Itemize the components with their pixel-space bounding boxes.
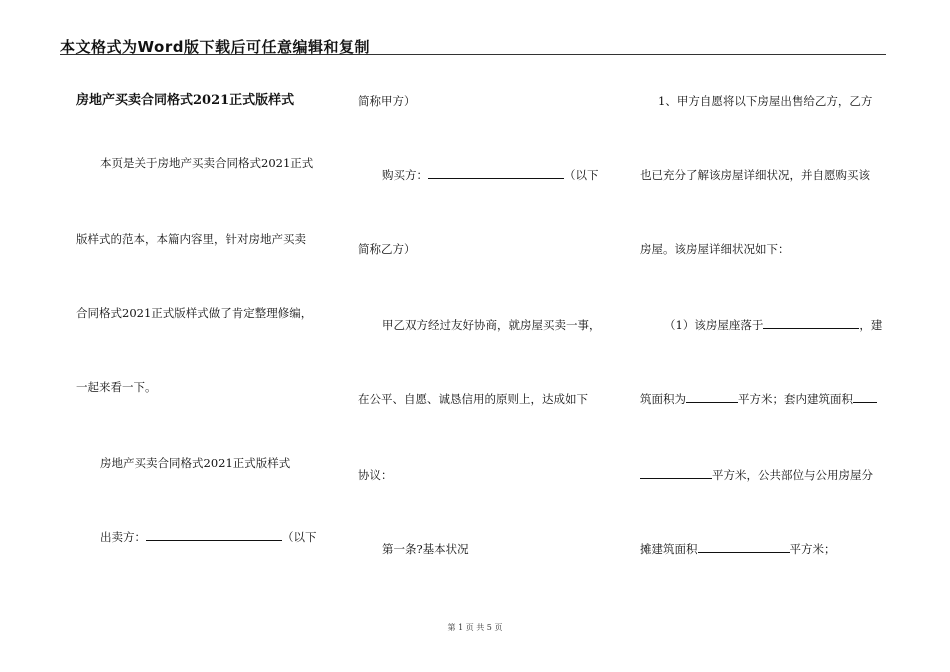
inner-area-label: 平方米；套内建筑面积: [738, 392, 853, 406]
text-column-3: [640, 0, 890, 672]
section-subtitle: 房地产买卖合同格式2021正式版样式: [100, 456, 291, 470]
paragraph-line: 版样式的范本，本篇内容里，针对房地产买卖: [76, 232, 306, 246]
area-line: [640, 392, 890, 406]
inner-area-blank: [853, 392, 877, 403]
seller-line: [100, 530, 350, 544]
shared-area-text: 平方米，公共部位与公用房屋分: [712, 468, 873, 482]
paragraph-line: 在公平、自愿、诚恳信用的原则上，达成如下: [358, 392, 588, 406]
apportioned-area-blank: [698, 542, 790, 553]
article-heading: 第一条?基本状况: [382, 542, 469, 556]
seller-suffix: （以下: [282, 530, 317, 544]
apportioned-area-line: [640, 542, 890, 556]
paragraph-line: 房屋。该房屋详细状况如下：: [640, 242, 790, 256]
location-suffix: ，建: [859, 318, 883, 332]
seller-blank: [146, 530, 282, 541]
seller-label: 出卖方：: [100, 530, 146, 544]
paragraph-line: 1、甲方自愿将以下房屋出售给乙方，乙方: [658, 94, 873, 108]
paragraph-line: 本页是关于房地产买卖合同格式2021正式: [100, 156, 314, 170]
document-title: 房地产买卖合同格式2021正式版样式: [76, 93, 295, 108]
location-blank: [763, 318, 859, 329]
document-header-banner: 本文格式为Word版下载后可任意编辑和复制: [60, 38, 370, 56]
apportioned-area-suffix: 平方米；: [789, 542, 836, 556]
area-blank: [686, 392, 738, 403]
page-footer: 第 1 页 共 5 页: [447, 623, 503, 632]
inner-area-blank-cont: [640, 468, 712, 479]
paragraph-line: 合同格式2021正式版样式做了肯定整理修编，: [76, 306, 313, 320]
location-label: （1）该房屋座落于: [664, 318, 764, 332]
buyer-blank: [428, 168, 564, 179]
buyer-label: 购买方：: [382, 168, 428, 182]
paragraph-line: 也已充分了解该房屋详细状况，并自愿购买该: [640, 168, 870, 182]
paragraph-line: 甲乙双方经过友好协商，就房屋买卖一事，: [382, 318, 601, 332]
paragraph-line: 简称甲方）: [358, 94, 416, 108]
apportioned-area-label: 摊建筑面积: [640, 542, 698, 556]
buyer-line: [382, 168, 632, 182]
text-column-2: [358, 0, 608, 672]
text-column-1: [76, 0, 326, 672]
buyer-suffix: （以下: [564, 168, 599, 182]
paragraph-line: 简称乙方）: [358, 242, 416, 256]
paragraph-line: 协议：: [358, 468, 393, 482]
area-label: 筑面积为: [640, 392, 686, 406]
shared-area-line: [640, 468, 890, 482]
paragraph-line: 一起来看一下。: [76, 380, 157, 394]
location-line: [664, 318, 914, 332]
